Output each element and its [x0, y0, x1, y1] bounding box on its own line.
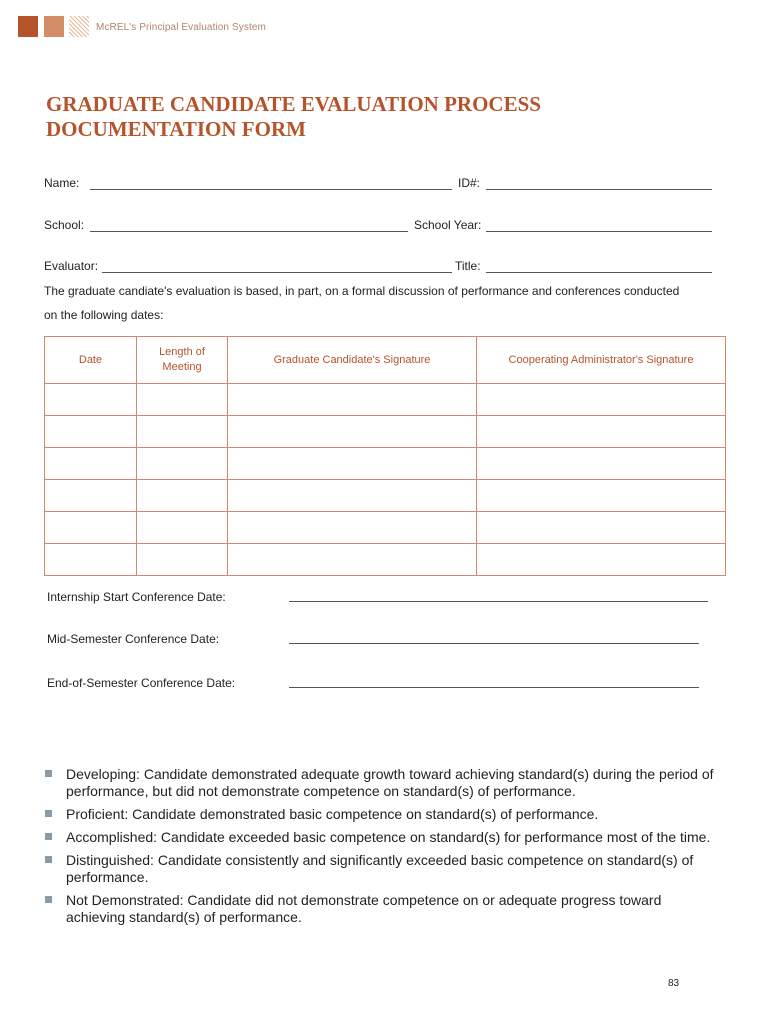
start-conference-label: Internship Start Conference Date:	[47, 590, 226, 604]
administrator-signature-cell[interactable]	[477, 544, 726, 576]
candidate-signature-cell[interactable]	[228, 480, 477, 512]
end-conference-label: End-of-Semester Conference Date:	[47, 676, 236, 690]
date-cell[interactable]	[45, 448, 137, 480]
square-bullet-icon	[45, 810, 52, 817]
end-conference-field[interactable]	[289, 687, 699, 688]
length-cell[interactable]	[137, 416, 228, 448]
id-label: ID#:	[458, 176, 481, 190]
administrator-signature-cell[interactable]	[477, 416, 726, 448]
start-conference-field[interactable]	[289, 601, 708, 602]
administrator-signature-cell[interactable]	[477, 512, 726, 544]
intro-text-line2: on the following dates:	[44, 308, 164, 322]
logo-square-dark	[18, 16, 38, 37]
list-item: Developing: Candidate demonstrated adequate growth toward achieving standard(s) during the period of performance, but did not demonstrate competence on standard(s) of performance.	[44, 766, 724, 800]
school-label: School:	[44, 218, 85, 232]
date-cell[interactable]	[45, 512, 137, 544]
rating-levels-list	[44, 766, 724, 932]
title-label: Title:	[455, 259, 481, 273]
table-row	[45, 544, 726, 576]
table-header-row	[45, 337, 726, 384]
square-bullet-icon	[45, 896, 52, 903]
candidate-signature-cell[interactable]	[228, 416, 477, 448]
col-header-length: Length of Meeting	[137, 337, 228, 384]
page-number: 83	[668, 978, 680, 989]
administrator-signature-cell[interactable]	[477, 384, 726, 416]
col-header-date: Date	[45, 337, 137, 384]
square-bullet-icon	[45, 833, 52, 840]
school-year-field[interactable]	[486, 231, 712, 232]
name-field[interactable]	[90, 189, 452, 190]
administrator-signature-cell[interactable]	[477, 448, 726, 480]
candidate-signature-cell[interactable]	[228, 512, 477, 544]
table-row	[45, 416, 726, 448]
candidate-signature-cell[interactable]	[228, 448, 477, 480]
square-bullet-icon	[45, 770, 52, 777]
list-item: Proficient: Candidate demonstrated basic competence on standard(s) of performance.	[44, 806, 724, 823]
list-item: Accomplished: Candidate exceeded basic competence on standard(s) for performance most of the time.	[44, 829, 724, 846]
evaluator-field[interactable]	[102, 272, 452, 273]
name-label: Name:	[44, 176, 80, 190]
header-brand: McREL's Principal Evaluation System	[96, 22, 266, 33]
length-cell[interactable]	[137, 384, 228, 416]
length-cell[interactable]	[137, 512, 228, 544]
logo-square-light	[44, 16, 64, 37]
date-cell[interactable]	[45, 384, 137, 416]
logo-square-hatched	[69, 16, 89, 37]
square-bullet-icon	[45, 856, 52, 863]
date-cell[interactable]	[45, 544, 137, 576]
school-field[interactable]	[90, 231, 408, 232]
mid-conference-field[interactable]	[289, 643, 699, 644]
table-row	[45, 480, 726, 512]
candidate-signature-cell[interactable]	[228, 544, 477, 576]
id-field[interactable]	[486, 189, 712, 190]
table-row	[45, 448, 726, 480]
list-item: Not Demonstrated: Candidate did not demonstrate competence on or adequate progress toward achieving standard(s) of performance.	[44, 892, 724, 926]
intro-text-line1: The graduate candiate's evaluation is based, in part, on a formal discussion of performance and conferences conducted	[44, 284, 680, 298]
candidate-signature-cell[interactable]	[228, 384, 477, 416]
col-header-candidate-signature: Graduate Candidate's Signature	[228, 337, 477, 384]
meetings-table	[44, 336, 726, 576]
mid-conference-label: Mid-Semester Conference Date:	[47, 632, 220, 646]
date-cell[interactable]	[45, 480, 137, 512]
title-field[interactable]	[486, 272, 712, 273]
administrator-signature-cell[interactable]	[477, 480, 726, 512]
school-year-label: School Year:	[414, 218, 482, 232]
length-cell[interactable]	[137, 448, 228, 480]
list-item: Distinguished: Candidate consistently and significantly exceeded basic competence on standard(s) of performance.	[44, 852, 724, 886]
table-row	[45, 384, 726, 416]
page-title: GRADUATE CANDIDATE EVALUATION PROCESS DOCUMENTATION FORM	[46, 92, 541, 141]
evaluator-label: Evaluator:	[44, 259, 99, 273]
date-cell[interactable]	[45, 416, 137, 448]
col-header-administrator-signature: Cooperating Administrator's Signature	[477, 337, 726, 384]
length-cell[interactable]	[137, 480, 228, 512]
table-row	[45, 512, 726, 544]
length-cell[interactable]	[137, 544, 228, 576]
